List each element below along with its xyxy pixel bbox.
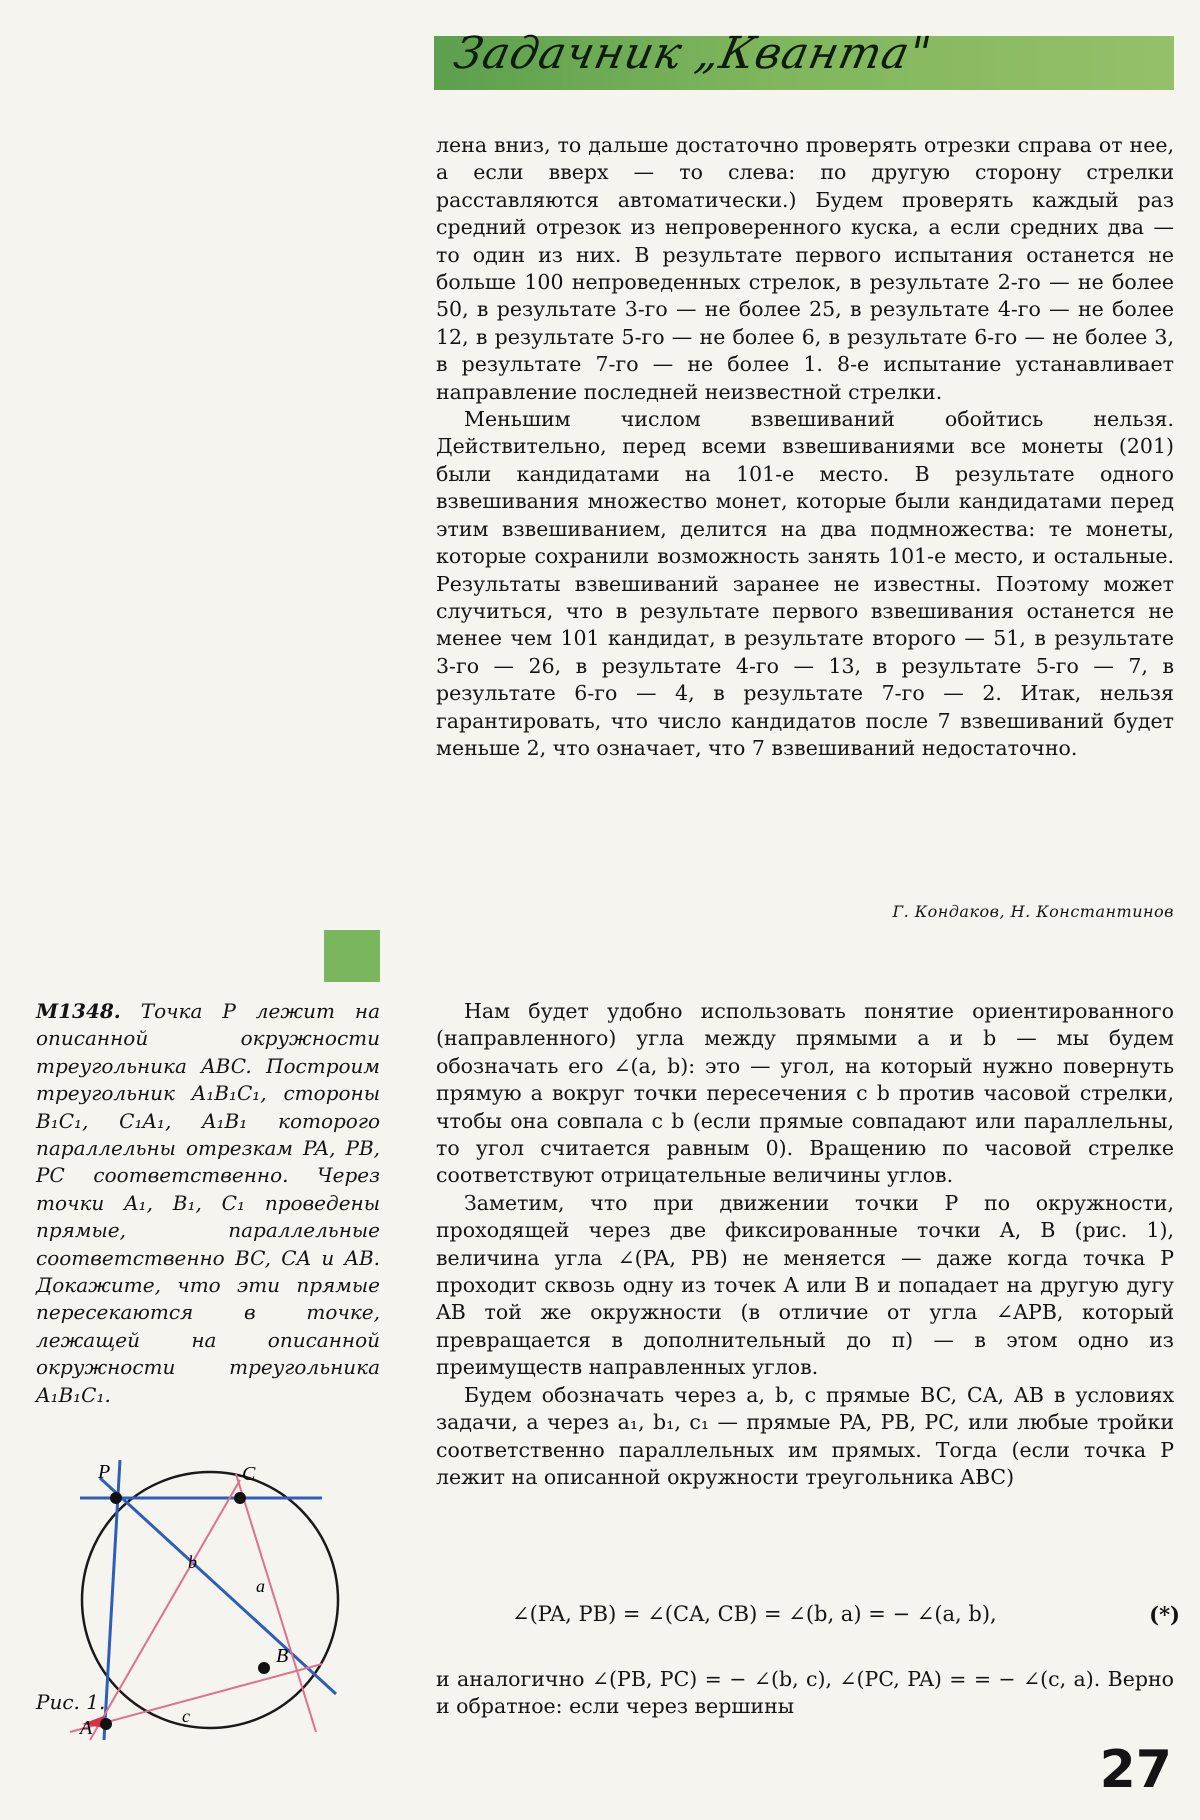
point-b: [258, 1662, 270, 1674]
problem-number: M1348.: [36, 999, 121, 1023]
paragraph: Будем обозначать через a, b, c прямые BC, CA, AB в условиях задачи, а через a₁, b₁, c₁ — прямые PA, PB, PC, или любые тройки соответственно параллельных им прямых. Тогда (если точка P лежит на описанной окружности треугольника ABC): [436, 1382, 1174, 1489]
formula-expression: ∠(PA, PB) = ∠(CA, CB) = ∠(b, a) = − ∠(a, b),: [512, 1602, 997, 1626]
solution-bottom: [436, 998, 1174, 1491]
label-a: A: [80, 1717, 93, 1739]
point-a: [100, 1718, 112, 1730]
problem-marker: [324, 930, 380, 982]
page-number: 27: [1099, 1740, 1172, 1800]
paragraph: и аналогично ∠(PB, PC) = − ∠(b, c), ∠(PC, PA) = = − ∠(c, a). Верно и обратное: если через вершины: [436, 1667, 1174, 1719]
label-b: B: [276, 1645, 289, 1667]
point-p: [110, 1492, 122, 1504]
section-title: Задачник „Кванта": [449, 28, 936, 79]
label-c-side: c: [182, 1706, 190, 1726]
solution-top: [436, 132, 1174, 762]
circumcircle: [82, 1472, 338, 1728]
paragraph: лена вниз, то дальше достаточно проверять отрезки справа от нее, а если вверх — то слева: по другую сторону стрелки расставляются автоматически.) Будем проверять каждый раз средний отрезок из непроверенного куска, а если средних два — то один из них. В результате первого испытания останется не больше 100 непроведенных стрелок, в результате 2-го — не более 50, в результате 3-го — не более 25, в результате 4-го — не более 12, в результате 5-го — не более 6, в результате 6-го — не более 3, в результате 7-го — не более 1. 8-е испытание устанавливает направление последней неизвестной стрелки.: [436, 133, 1174, 404]
label-b-side: b: [188, 1552, 197, 1572]
problem-statement: [36, 998, 380, 1409]
label-p: P: [98, 1461, 111, 1483]
label-c: C: [242, 1463, 256, 1485]
problem-text: Точка P лежит на описанной окружности треугольника ABC. Построим треугольник A₁B₁C₁, стороны B₁C₁, C₁A₁, A₁B₁ которого параллельны отрезкам PA, PB, PC соответственно. Через точки A₁, B₁, C₁ проведены прямые, параллельные соответственно BC, CA и AB. Докажите, что эти прямые пересекаются в точке, лежащей на описанной окружности треугольника A₁B₁C₁.: [36, 999, 381, 1407]
point-c: [234, 1492, 246, 1504]
label-a-side: a: [256, 1576, 265, 1596]
paragraph: Меньшим числом взвешиваний обойтись нельзя. Действительно, перед всеми взвешиваниями все монеты (201) были кандидатами на 101-е место. В результате одного взвешивания множество монет, которые были кандидатами перед этим взвешиванием, делится на два подмножества: те монеты, которые сохранили возможность занять 101-е место, и остальные. Результаты взвешиваний заранее не известны. Поэтому может случиться, что в результате первого взвешивания останется не менее чем 101 кандидат, в результате второго — 51, в результате 3-го — 26, в результате 4-го — 13, в результате 5-го — 7, в результате 6-го — 4, в результате 7-го — 2. Итак, нельзя гарантировать, что число кандидатов после 7 взвешиваний будет меньше 2, что означает, что 7 взвешиваний недостаточно.: [436, 407, 1174, 760]
paragraph: Нам будет удобно использовать понятие ориентированного (направленного) угла между прямыми a и b — мы будем обозначать его ∠(a, b): это — угол, на который нужно повернуть прямую a вокруг точки пересечения с b против часовой стрелки, чтобы она совпала с b (если прямые совпадают или параллельны, то угол считается равным 0). Вращению по часовой стрелке соответствуют отрицательные величины углов.: [436, 999, 1174, 1188]
paragraph: Заметим, что при движении точки P по окружности, проходящей через две фиксированные точки A, B (рис. 1), величина угла ∠(PA, PB) не меняется — даже когда точка P проходит сквозь одну из точек A или B и попадает на другую дугу AB той же окружности (в отличие от угла ∠APB, который превращается в дополнительный до π) — в этом одно из преимуществ направленных углов.: [436, 1190, 1174, 1380]
solution-continuation: [436, 1666, 1174, 1721]
figure-caption: Рис. 1.: [36, 1690, 106, 1714]
formula-tag: (*): [1149, 1602, 1180, 1627]
authors-signature: Г. Кондаков, Н. Константинов: [892, 902, 1174, 921]
formula: [512, 1602, 1180, 1626]
